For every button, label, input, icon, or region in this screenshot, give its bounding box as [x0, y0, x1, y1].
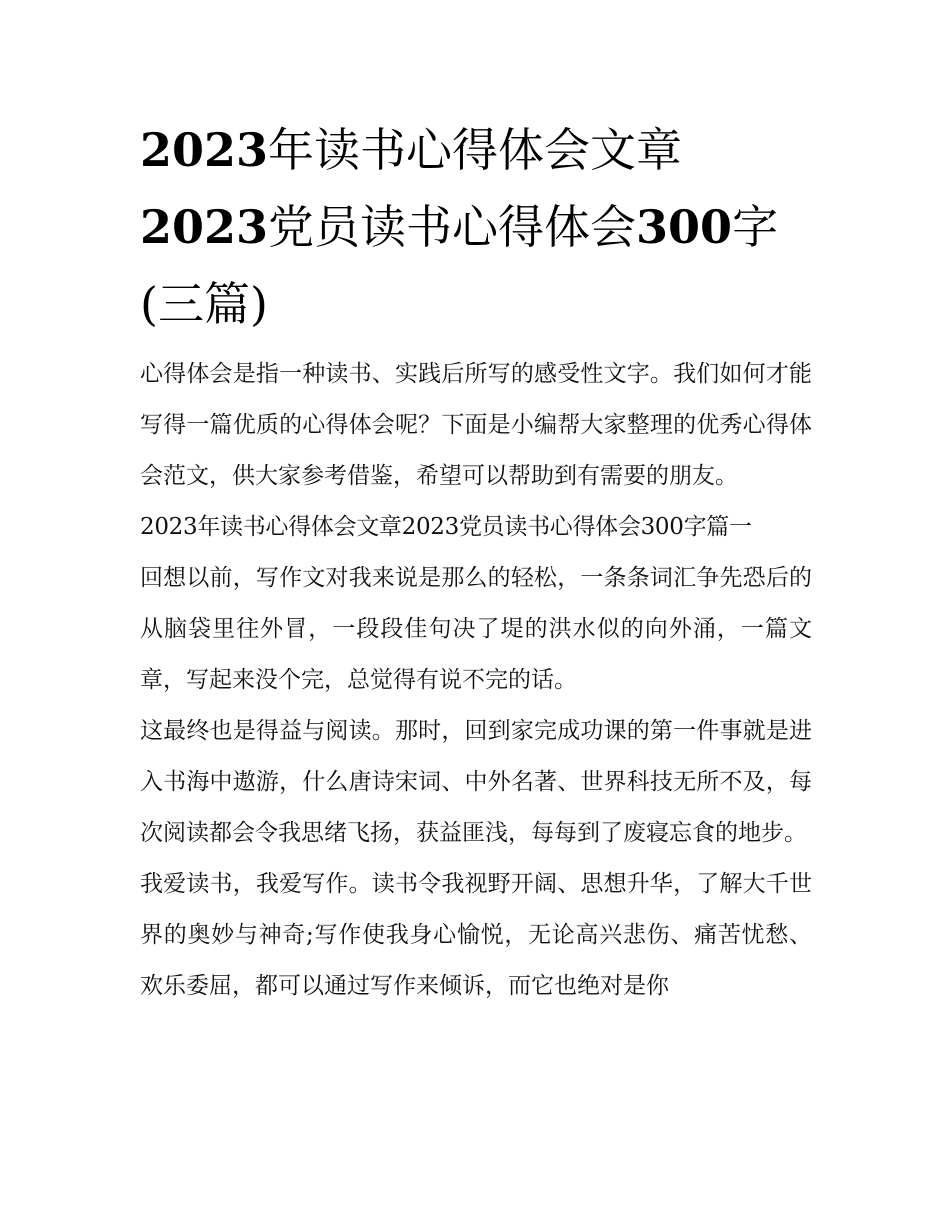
- document-body: [140, 349, 812, 1012]
- title-line-2: [140, 189, 812, 266]
- title-line-1: [140, 112, 812, 189]
- paragraph-intro: 心得体会是指一种读书、实践后所写的感受性文字。我们如何才能写得一篇优质的心得体会呢？下面是小编帮大家整理的优秀心得体会范文，供大家参考借鉴，希望可以帮助到有需要的朋友。: [140, 361, 812, 489]
- title-year-1: 2023: [140, 123, 269, 177]
- title-text-4: (三篇): [140, 277, 268, 331]
- title-text-1: 年读书心得体会文章: [268, 123, 683, 177]
- title-count: 300: [636, 200, 733, 254]
- paragraph: 我爱读书，我爱写作。读书令我视野开阔、思想升华，了解大千世界的奥妙与神奇;写作使我身心愉悦，无论高兴悲伤、痛苦忧愁、欢乐委屈，都可以通过写作来倾诉，而它也绝对是你: [140, 871, 812, 999]
- document-title: [140, 112, 812, 343]
- title-year-2: 2023: [140, 200, 269, 254]
- title-text-3: 字: [732, 200, 779, 254]
- title-text-2: 党员读书心得体会: [268, 200, 637, 254]
- title-line-3: [140, 266, 812, 343]
- paragraph: 这最终也是得益与阅读。那时，回到家完成功课的第一件事就是进入书海中遨游，什么唐诗宋词、中外名著、世界科技无所不及，每次阅读都会令我思绪飞扬，获益匪浅，每每到了废寝忘食的地步。: [140, 718, 812, 846]
- paragraph: 回想以前，写作文对我来说是那么的轻松，一条条词汇争先恐后的从脑袋里往外冒，一段段佳句决了堤的洪水似的向外涌，一篇文章，写起来没个完，总觉得有说不完的话。: [140, 565, 812, 693]
- document-content: [140, 112, 812, 1012]
- section-heading: 2023年读书心得体会文章2023党员读书心得体会300字篇一: [140, 514, 752, 540]
